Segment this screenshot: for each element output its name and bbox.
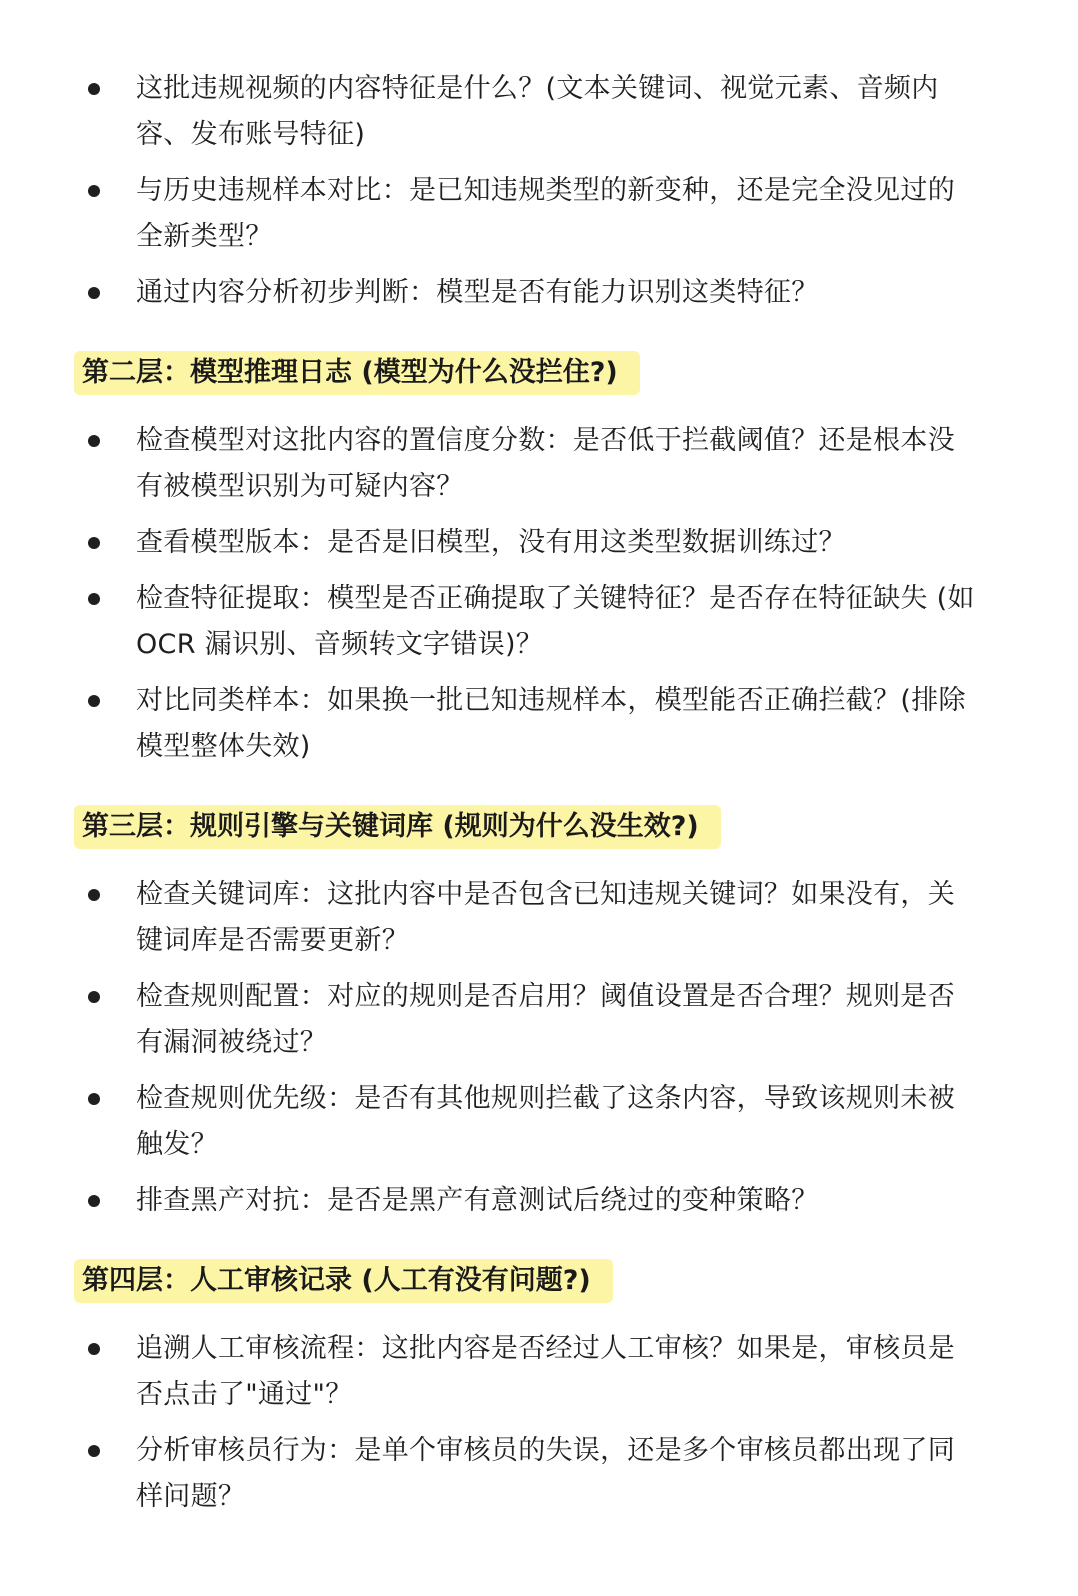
list-item: 检查关键词库：这批内容中是否包含已知违规关键词？如果没有，关键词库是否需要更新？ (0, 872, 1078, 964)
list-item: 检查特征提取：模型是否正确提取了关键特征？是否存在特征缺失 (如 OCR 漏识别、音频转文字错误)？ (0, 576, 1078, 668)
bullet-icon (88, 593, 100, 605)
bullet-icon (88, 1343, 100, 1355)
section-1-list (0, 66, 1078, 316)
bullet-icon (88, 889, 100, 901)
section-2 (0, 418, 1078, 780)
bullet-icon (88, 1195, 100, 1207)
section-2-heading: 第二层：模型推理日志 (模型为什么没拦住?) (74, 351, 640, 395)
section-4-list (0, 1326, 1078, 1520)
section-3 (0, 872, 1078, 1234)
section-4-heading: 第四层：人工审核记录 (人工有没有问题?) (74, 1259, 613, 1303)
section-2-list (0, 418, 1078, 770)
list-item: 分析审核员行为：是单个审核员的失误，还是多个审核员都出现了同样问题？ (0, 1428, 1078, 1520)
list-item: 排查黑产对抗：是否是黑产有意测试后绕过的变种策略？ (0, 1178, 1078, 1224)
bullet-icon (88, 991, 100, 1003)
section-3-heading: 第三层：规则引擎与关键词库 (规则为什么没生效?) (74, 805, 721, 849)
list-item: 与历史违规样本对比：是已知违规类型的新变种，还是完全没见过的全新类型？ (0, 168, 1078, 260)
list-item: 检查模型对这批内容的置信度分数：是否低于拦截阈值？还是根本没有被模型识别为可疑内容？ (0, 418, 1078, 510)
section-1 (0, 66, 1078, 326)
bullet-icon (88, 1093, 100, 1105)
list-item: 这批违规视频的内容特征是什么？(文本关键词、视觉元素、音频内容、发布账号特征) (0, 66, 1078, 158)
bullet-icon (88, 435, 100, 447)
bullet-icon (88, 1445, 100, 1457)
bullet-icon (88, 185, 100, 197)
list-item: 检查规则配置：对应的规则是否启用？阈值设置是否合理？规则是否有漏洞被绕过？ (0, 974, 1078, 1066)
list-item: 追溯人工审核流程：这批内容是否经过人工审核？如果是，审核员是否点击了"通过"？ (0, 1326, 1078, 1418)
list-item: 对比同类样本：如果换一批已知违规样本，模型能否正确拦截？(排除模型整体失效) (0, 678, 1078, 770)
list-item: 通过内容分析初步判断：模型是否有能力识别这类特征？ (0, 270, 1078, 316)
bullet-icon (88, 695, 100, 707)
bullet-icon (88, 83, 100, 95)
bullet-icon (88, 537, 100, 549)
section-4 (0, 1326, 1078, 1530)
section-3-list (0, 872, 1078, 1224)
list-item: 检查规则优先级：是否有其他规则拦截了这条内容，导致该规则未被触发？ (0, 1076, 1078, 1168)
bullet-icon (88, 287, 100, 299)
list-item: 查看模型版本：是否是旧模型，没有用这类型数据训练过？ (0, 520, 1078, 566)
